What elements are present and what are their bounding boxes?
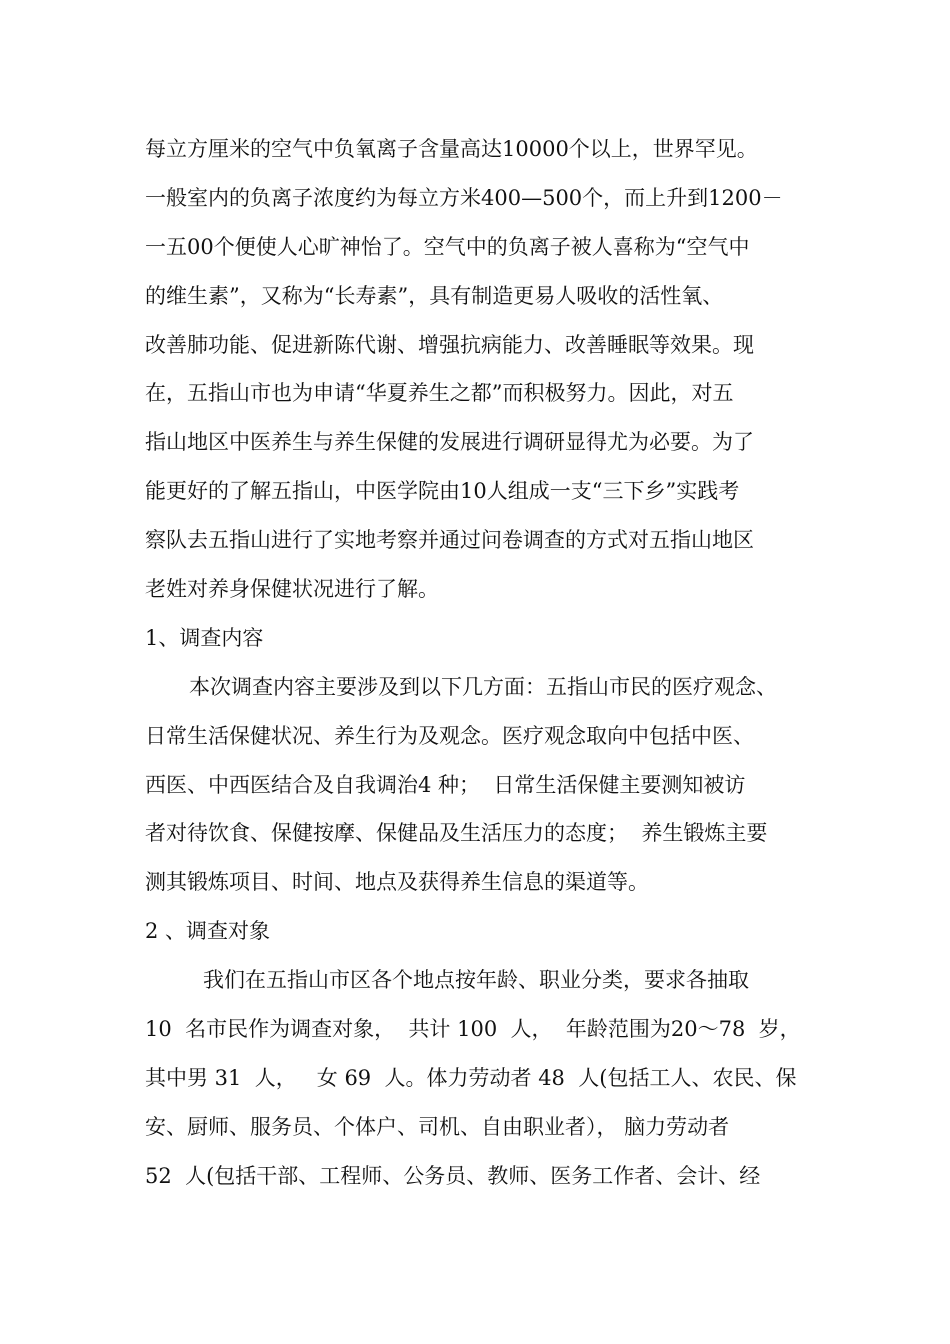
body-line: 本次调查内容主要涉及到以下几方面：五指山市民的医疗观念、 (189, 674, 777, 699)
body-line: 10 名市民作为调查对象， 共计 100 人， 年龄范围为20～78 岁， (145, 1017, 801, 1042)
section-heading-survey-subjects: 2 、调查对象 (145, 919, 271, 944)
body-line: 西医、中西医结合及自我调治4 种； 日常生活保健主要测知被访 (145, 772, 746, 797)
body-line: 者对待饮食、保健按摩、保健品及生活压力的态度； 养生锻炼主要 (145, 821, 768, 846)
body-line: 指山地区中医养生与养生保健的发展进行调研显得尤为必要。为了 (145, 430, 754, 455)
body-line: 的维生素”，又称为“长寿素”，具有制造更易人吸收的活性氧、 (145, 283, 724, 308)
body-line: 一五00个便使人心旷神怡了。空气中的负离子被人喜称为“空气中 (145, 234, 750, 259)
body-line: 其中男 31 人， 女 69 人。体力劳动者 48 人(包括工人、农民、保 (145, 1065, 797, 1090)
body-line: 测其锻炼项目、时间、地点及获得养生信息的渠道等。 (145, 870, 649, 895)
body-line: 安、厨师、服务员、个体户、司机、自由职业者）， 脑力劳动者 (145, 1114, 730, 1139)
body-line: 我们在五指山市区各个地点按年龄、职业分类，要求各抽取 (203, 968, 749, 993)
body-line: 在，五指山市也为申请“华夏养生之都”而积极努力。因此，对五 (145, 381, 734, 406)
body-line: 日常生活保健状况、养生行为及观念。医疗观念取向中包括中医、 (145, 723, 754, 748)
section-heading-survey-content: 1、调查内容 (145, 625, 264, 650)
body-line: 改善肺功能、促进新陈代谢、增强抗病能力、改善睡眠等效果。现 (145, 332, 754, 357)
body-line: 52 人(包括干部、工程师、公务员、教师、医务工作者、会计、经 (145, 1163, 761, 1188)
body-line: 察队去五指山进行了实地考察并通过问卷调查的方式对五指山地区 (145, 528, 754, 553)
body-line: 每立方厘米的空气中负氧离子含量高达10000个以上，世界罕见。 (145, 137, 758, 161)
body-line: 能更好的了解五指山，中医学院由10人组成一支“三下乡”实践考 (145, 479, 740, 504)
body-line: 一般室内的负离子浓度约为每立方米400—500个，而上升到1200－ (145, 185, 783, 210)
body-line: 老姓对养身保健状况进行了解。 (145, 577, 439, 602)
document-body (145, 125, 810, 1201)
